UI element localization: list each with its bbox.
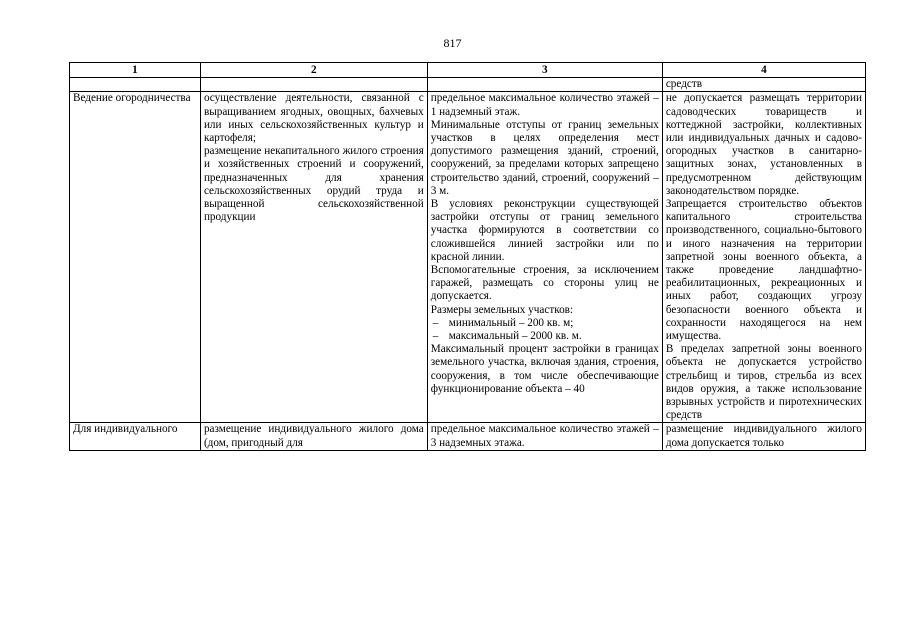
parameters-cell — [427, 92, 662, 423]
header-col-2: 2 — [200, 63, 427, 78]
param-reconstruction: В условиях реконструкции существующей застройки отступы от границ земельного участка формируются в соответствии со сложившейся линией застройки или по красной линии. — [430, 198, 659, 263]
param-auxiliary: Вспомогательные строения, за исключением гаражей, размещать со стороны улиц не допускается. — [430, 264, 659, 303]
use-description-cell — [200, 92, 427, 423]
cont-cell-3 — [427, 78, 662, 92]
header-col-3: 3 — [427, 63, 662, 78]
cont-cell-2 — [200, 78, 427, 92]
page-number: 817 — [443, 36, 462, 50]
use-type-cell: Ведение огородничества — [70, 92, 201, 423]
param-floors: предельное максимальное количество этажей – 1 надземный этаж. — [430, 92, 659, 118]
restriction-p2: Запрещается строительство объектов капитального строительства производственного, социально-бытового и иного назначения на территории запретной зоны военного объекта, а также проведение ландшафтно-реабилитационных, рекреационных и иных работ, создающих угрозу безопасности военного объекта и сохранности находящегося на нем имущества. — [665, 198, 862, 343]
param-max-size: – максимальный – 2000 кв. м. — [432, 330, 582, 343]
restriction-p3: В пределах запретной зоны военного объекта не допускается устройство стрельбищ и тиров, стрельба из всех видов оружия, а также использование взрывных устройств и пиротехнических средств — [665, 343, 862, 422]
parameters-cell-2: предельное максимальное количество этажей – 3 надземных этажа. — [427, 423, 662, 450]
param-coverage: Максимальный процент застройки в границах земельного участка, включая здания, строения, сооружения, в том числе обеспечивающие функционирование объекта – 40 — [430, 343, 659, 395]
use-type-cell-2: Для индивидуального — [70, 423, 201, 450]
restriction-p1: не допускается размещать территории садоводческих товариществ и коттеджной застройки, коллективных или индивидуальных дачных и садово-огородных участков в санитарно-защитных зонах, установленных в предусмотренном действующим законодательством порядке. — [665, 92, 862, 197]
use-description-cell-2: размещение индивидуального жилого дома (дом, пригодный для — [200, 423, 427, 450]
param-plot-sizes: Размеры земельных участков: — [430, 303, 574, 316]
header-col-1: 1 — [70, 63, 201, 78]
table-header-row — [70, 63, 866, 78]
param-min-size: – минимальный – 200 кв. м; — [432, 316, 574, 329]
cont-cell-4: средств — [662, 78, 865, 92]
restrictions-cell — [662, 92, 865, 423]
continuation-row — [70, 78, 866, 92]
param-min-size-text: минимальный – 200 кв. м; — [448, 316, 574, 329]
header-col-4: 4 — [662, 63, 865, 78]
cont-cell-1 — [70, 78, 201, 92]
use-description-p2: размещение некапитального жилого строения и хозяйственных строений и сооружений, предназначенных для хранения сельскохозяйственных орудий труда и выращенной сельскохозяйственной продукции — [203, 145, 424, 224]
restrictions-cell-2: размещение индивидуального жилого дома допускается только — [662, 423, 865, 450]
param-max-size-text: максимальный – 2000 кв. м. — [448, 330, 582, 343]
table-row-gardening — [70, 92, 866, 423]
table-row-individual-housing — [70, 423, 866, 450]
regulations-table — [69, 62, 866, 451]
param-setbacks: Минимальные отступы от границ земельных участков в целях определения мест допустимого размещения зданий, строений, сооружений, за пределами которых запрещено строительство зданий, строений, сооружений – 3 м. — [430, 118, 659, 197]
use-description-p1: осуществление деятельности, связанной с выращиванием ягодных, овощных, бахчевых или иных сельскохозяйственных культур и картофеля; — [203, 92, 424, 145]
